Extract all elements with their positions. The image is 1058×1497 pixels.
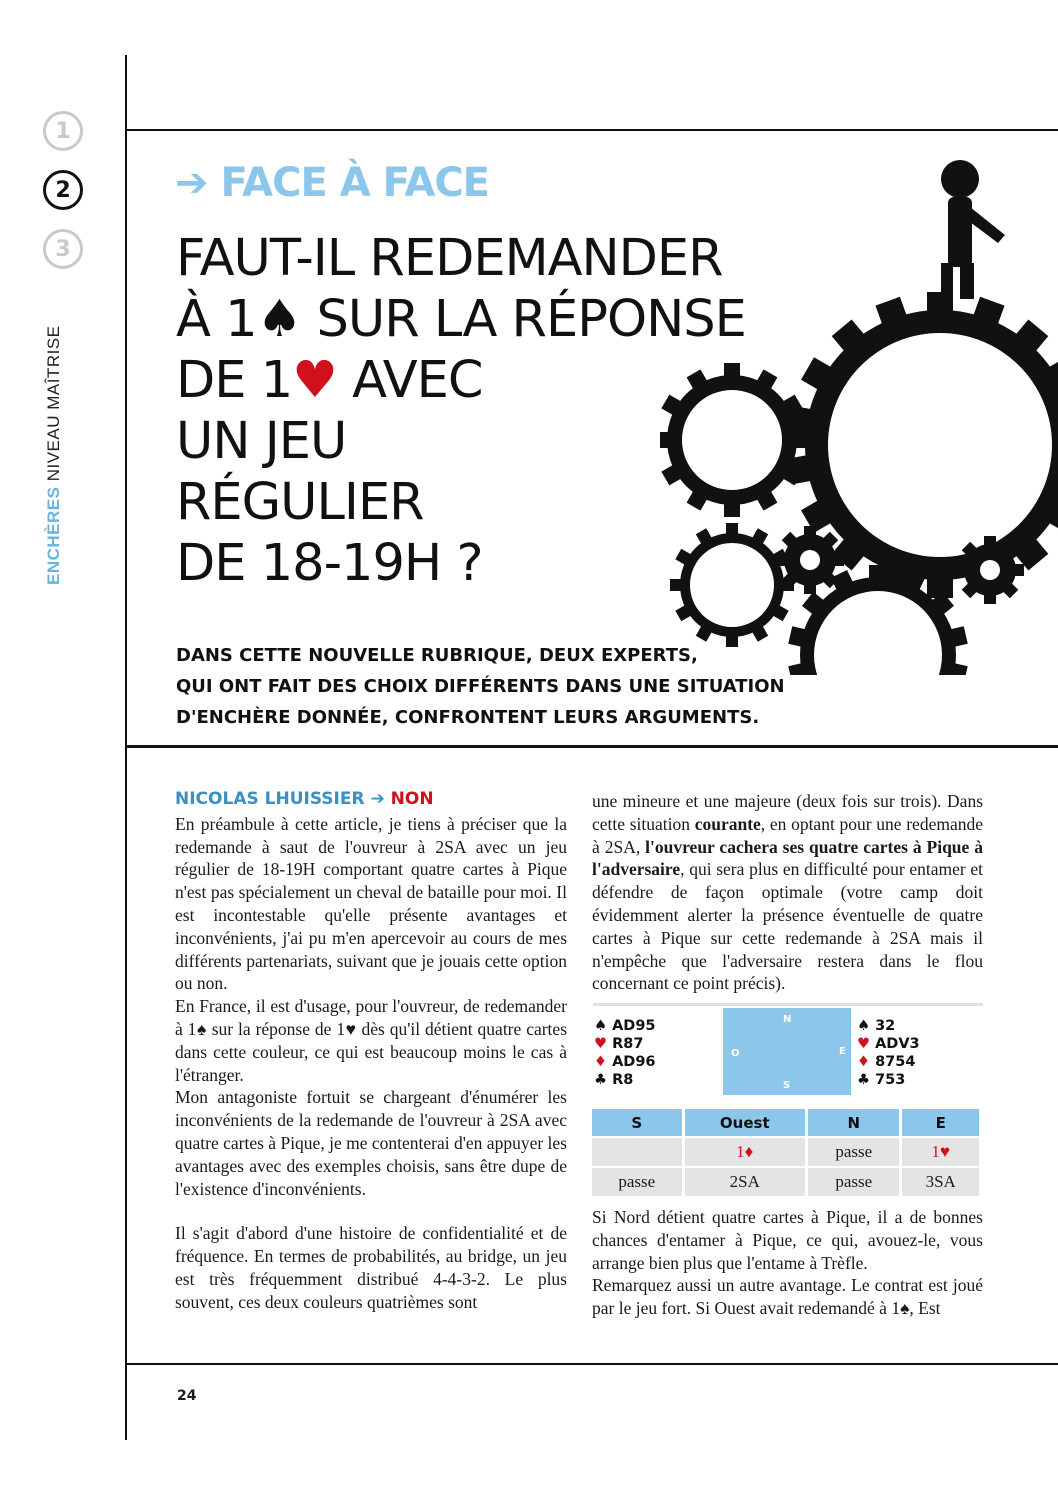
rubric-kicker: ➔ FACE À FACE xyxy=(175,160,489,206)
left-column xyxy=(175,788,567,1314)
step-1-icon: 1 xyxy=(43,111,83,151)
paragraph: Il s'agit d'abord d'une histoire de confidentialité et de fréquence. En termes de probabilités, au bridge, un jeu est très fréquemment distribué 4-4-3-2. Le plus souvent, ces deux couleurs quatrièmes sont xyxy=(175,1223,567,1312)
west-hand: ♠ AD95 ♥ R87 ♦ AD96 ♣ R8 xyxy=(594,1018,656,1088)
table-row: passe 2SA passe 3SA xyxy=(592,1167,981,1197)
east-hand: ♠ 32 ♥ ADV3 ♦ 8754 ♣ 753 xyxy=(857,1018,920,1088)
paragraph: Remarquez aussi un autre avantage. Le contrat est joué par le jeu fort. Si Ouest avait redemandé à 1♠, Est xyxy=(592,1275,983,1319)
bottom-rule xyxy=(125,1363,1058,1365)
paragraph: En préambule à cette article, je tiens à préciser que la redemande à saut de l'ouvreur à 2SA avec un jeu régulier de 18-19H comportant quatre cartes à Pique n'est pas spécialement un cheval de bataille pour moi. Il est incontestable qu'elle présente avantages et inconvénients, j'ai pu m'en apercevoir au cours de mes différents partenariats, suivant que je jouais cette option ou non. xyxy=(175,813,567,994)
table-header: S xyxy=(592,1109,683,1137)
person-figure-icon xyxy=(941,160,1005,299)
small-gear-icon xyxy=(670,523,794,647)
gears-illustration-icon xyxy=(660,155,1058,675)
paragraph: Si Nord détient quatre cartes à Pique, il a de bonnes chances d'entamer à Pique, ce qui, avouez-le, vous arrange bien plus que l'entame à Trèfle. xyxy=(592,1207,983,1273)
deal-separator xyxy=(593,1003,983,1006)
top-rule xyxy=(125,129,1058,131)
section-category: ENCHÈRES NIVEAU MAÎTRISE xyxy=(44,325,63,585)
paragraph: Mon antagoniste fortuit se chargeant d'énumérer les inconvénients de la redemande de l'ouvreur à 2SA avec quatre cartes à Pique, je me contenterai d'en appuyer les avantages avec des exemples choisis, sans être dupe de l'existence d'inconvénients. xyxy=(175,1087,567,1199)
paragraph: En France, il est d'usage, pour l'ouvreur, de redemander à 1♠ sur la réponse de 1♥ dès qu'il détient quatre cartes dans cette couleur, ce qui est beaucoup moins le cas à l'étranger. xyxy=(175,996,567,1085)
table-row: 1♦ passe 1♥ xyxy=(592,1137,981,1167)
right-column-top: une mineure et une majeure (deux fois sur trois). Dans cette situation courante, en optant pour une redemande à 2SA, l'ouvreur cachera ses quatre cartes à Pique à l'adversaire, qui sera plus en difficulté pour entamer et défendre de façon optimale (votre camp doit évidemment alerter la présence éventuelle de quatre cartes à Pique sur cette redemande à 2SA mais il n'empêche que l'adversaire restera dans le flou concernant ce point précis). xyxy=(592,791,984,994)
step-2-icon: 2 xyxy=(43,170,83,210)
compass-table: N O E S xyxy=(723,1008,851,1095)
bidding-table xyxy=(592,1109,982,1198)
heart-icon: ♥ xyxy=(292,351,337,410)
tiny-gear-right-icon xyxy=(956,536,1024,604)
right-column-bottom xyxy=(592,1206,983,1320)
page-number: 24 xyxy=(177,1388,197,1404)
table-header: E xyxy=(901,1109,981,1137)
author-byline: NICOLAS LHUISSIER ➔ NON xyxy=(175,789,434,809)
section-rule xyxy=(125,745,1058,748)
article-title: FAUT-IL REDEMANDER À 1♠ SUR LA RÉPONSE DE 1♥ AVEC UN JEU RÉGULIER DE 18-19H ? xyxy=(176,229,746,593)
table-header: N xyxy=(807,1109,901,1137)
medium-gear-icon xyxy=(660,363,809,517)
table-header: Ouest xyxy=(683,1109,806,1137)
article-intro: DANS CETTE NOUVELLE RUBRIQUE, DEUX EXPERTS, QUI ONT FAIT DES CHOIX DIFFÉRENTS DANS UNE SITUATION D'ENCHÈRE DONNÉE, CONFRONTENT LEURS ARGUMENTS. xyxy=(176,645,785,728)
step-3-icon: 3 xyxy=(43,229,83,269)
